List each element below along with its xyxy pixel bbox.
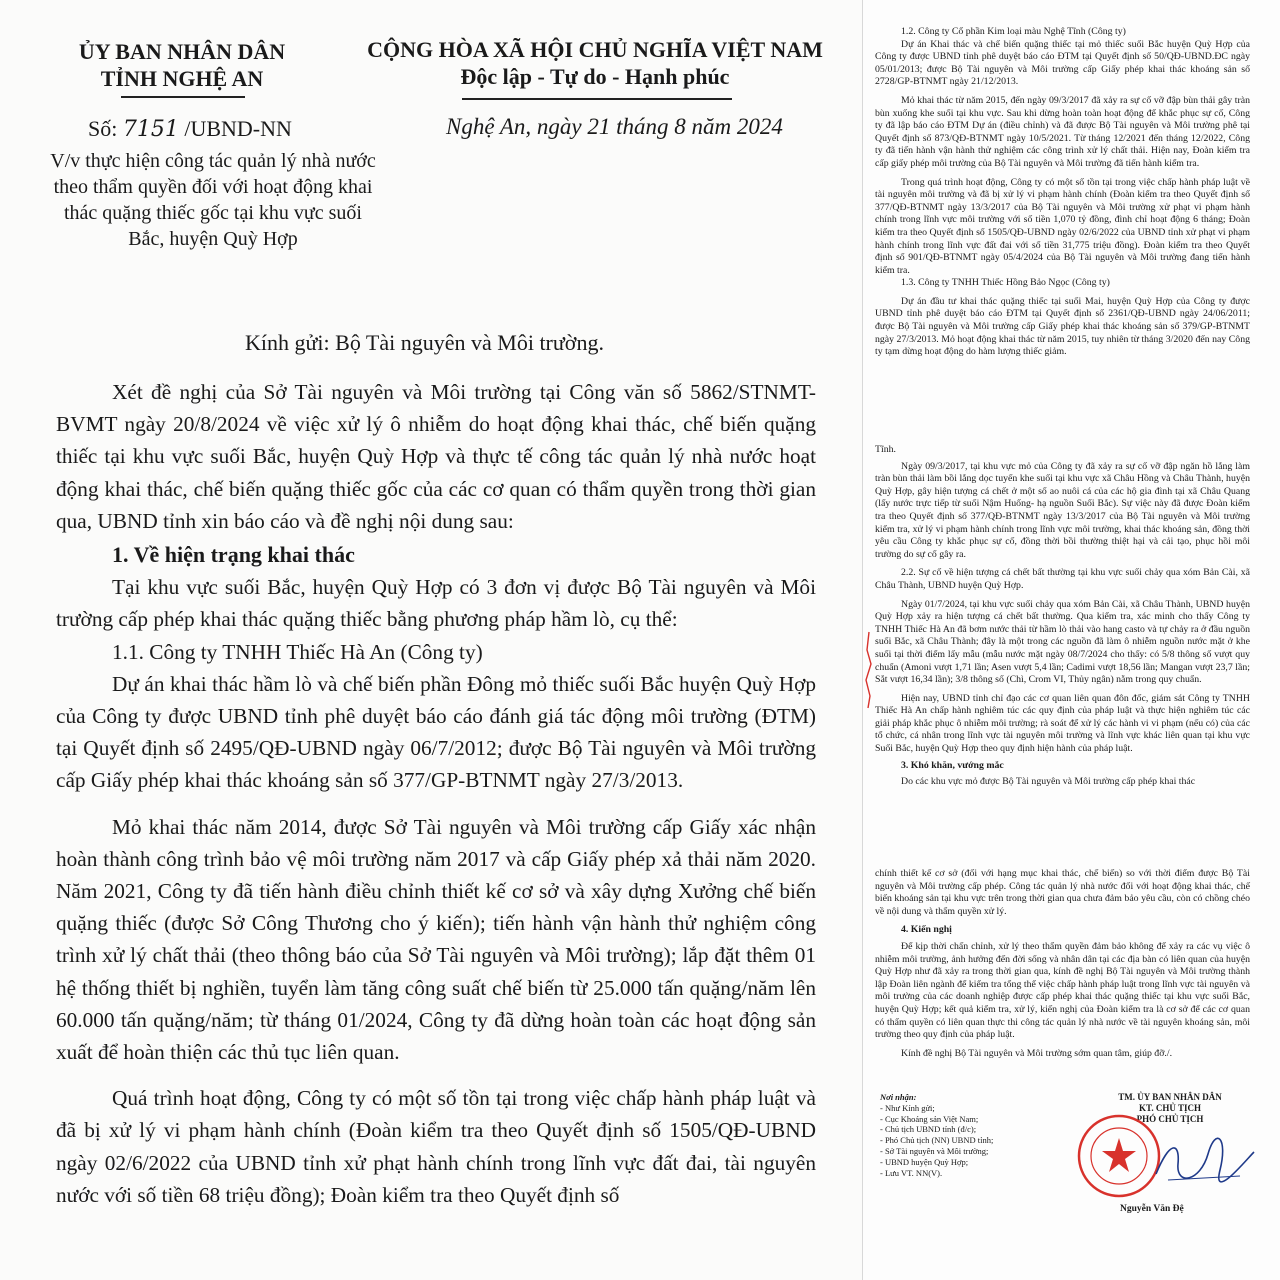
right-fragment-1 bbox=[875, 26, 1250, 359]
authority-underline bbox=[121, 96, 245, 98]
paragraph-2024-fish-death: Ngày 01/7/2024, tại khu vực suối chảy qua xóm Bản Cài, xã Châu Thành, UBND huyện Quỳ Hợp xảy ra hiện tượng cá chết bất thường. Qua kiểm tra, xác minh cho thấy Công ty TNHH Thiếc Hà An đã bơm nước thải từ hầm lò thải vào hang casto và tự chảy ra ở đầu nguồn suối Bắc, xã Châu Thành; đây là một trong các nguồn đã làm ô nhiễm nguồn nước mặt ở khe suối tại thời điểm lấy mẫu (mẫu nước mặt ngày 08/7/2024 cho thấy: có 5/8 thông số vượt quy chuẩn (Amoni vượt 1,71 lần; Asen vượt 5,4 lần; Cadimi vượt 18,56 lần; Mangan vượt 23,7 lần; Sắt vượt 16,34 lần); 3/8 thông số (Chì, Crom VI, Thủy ngân) nằm trong quy chuẩn. bbox=[875, 598, 1250, 686]
motto-underline bbox=[462, 98, 732, 100]
red-stamp-edge-mark bbox=[864, 630, 874, 710]
paragraph-1-3-project: Dự án đầu tư khai thác quặng thiếc tại suối Mai, huyện Quỳ Hợp của Công ty được UBND tỉnh phê duyệt báo cáo ĐTM tại Quyết định số 2361/QĐ-UBND ngày 24/06/2011; được Bộ Tài nguyên và Môi trường cấp Giấy phép khai thác khoáng sản số 379/GP-BTNMT ngày 27/3/2013. Mỏ hoạt động khai thác từ năm 2015, tuy nhiên từ tháng 3/2020 đến nay Công ty tạm dừng hoạt động do hàm lượng thiếc giảm. bbox=[875, 295, 1250, 358]
subsection-1-2: 1.2. Công ty Cổ phần Kim loại màu Nghệ Tĩnh (Công ty) bbox=[901, 26, 1126, 37]
section-heading-1: 1. Về hiện trạng khai thác bbox=[112, 542, 355, 568]
document-subject: V/v thực hiện công tác quản lý nhà nước theo thẩm quyền đối với hoạt động khai thác quặng thiếc gốc tại khu vực suối Bắc, huyện Quỳ Hợp bbox=[50, 150, 376, 250]
recipient-item: - Chủ tịch UBND tỉnh (đ/c); bbox=[880, 1124, 977, 1135]
document-number-value: 7151 bbox=[122, 117, 179, 142]
recipients-list bbox=[880, 1092, 1060, 1178]
date-day: 21 bbox=[587, 114, 611, 139]
paragraph-intro: Xét đề nghị của Sở Tài nguyên và Môi trường tại Công văn số 5862/STNMT-BVMT ngày 20/8/2024 về việc xử lý ô nhiễm do hoạt động khai thác, chế biến quặng thiếc tại khu vực suối Bắc, huyện Quỳ Hợp và thực tế công tác quản lý nhà nước hoạt động khai thác, chế biến quặng thiếc gốc của các cơ quan có thẩm quyền trong thời gian qua, UBND tỉnh xin báo cáo và đề nghị nội dung sau: bbox=[56, 380, 816, 533]
authority-line-2: TỈNH NGHỆ AN bbox=[100, 66, 264, 91]
authority-line-1: ỦY BAN NHÂN DÂN bbox=[78, 39, 286, 64]
fragment-carryover: Tĩnh. bbox=[875, 444, 896, 455]
paragraph-1-2-incident: Mỏ khai thác từ năm 2015, đến ngày 09/3/2017 đã xảy ra sự cố vỡ đập bùn thải gây tràn bùn xuống khe suối tại khu vực. Sau khi dừng hoàn toàn hoạt động để khắc phục sự cố, Công ty đã lập báo cáo ĐTM Dự án (điều chỉnh) và đã được Bộ Tài nguyên và Môi trường phê tại Quyết định số 873/QĐ-BTNMT ngày 10/5/2021. Từ tháng 12/2021 đến tháng 12/2022, Công ty đã tiến hành vận hành thử nghiệm các công trình xử lý chất thải. Hiện nay, Đoàn kiểm tra cấp giấy phép môi trường của Bộ Tài nguyên và Môi trường đã tiến hành kiểm tra. bbox=[875, 94, 1250, 169]
right-fragment-3 bbox=[875, 868, 1250, 1060]
sign-line-1: TM. ỦY BAN NHÂN DÂN bbox=[1118, 1092, 1222, 1102]
subsection-1-1: 1.1. Công ty TNHH Thiếc Hà An (Công ty) bbox=[112, 639, 483, 664]
paragraph-recommendation: Để kịp thời chấn chỉnh, xử lý theo thẩm quyền đảm bảo không để xảy ra các vụ việc ô nhiễm môi trường, ảnh hưởng đến đời sống và nhân dân tại các địa bàn có liên quan của huyện Quỳ Hợp như đã xảy ra trong thời gian qua, kính đề nghị Bộ Tài nguyên và Môi trường thành lập Đoàn liên ngành để kiểm tra tổng thể việc chấp hành pháp luật trong lĩnh vực tài nguyên và môi trường của các doanh nghiệp được cấp phép khai thác quặng thiếc tại khu vực suối Bắc, huyện Quỳ Hợp; kết quả kiểm tra, xử lý, kiến nghị của Đoàn kiểm tra là cơ sở để các cơ quan có thẩm quyền có liên quan thực thi công tác quản lý nhà nước về tài nguyên khoáng sản, môi trường theo quy định của pháp luật. bbox=[875, 940, 1250, 1041]
document-number-label: Số: bbox=[88, 116, 118, 141]
recipients-title: Nơi nhận: bbox=[880, 1092, 917, 1102]
recipient-item: - UBND huyện Quỳ Hợp; bbox=[880, 1156, 969, 1167]
nation-line-1: CỘNG HÒA XÃ HỘI CHỦ NGHĨA VIỆT NAM bbox=[367, 37, 823, 62]
recipient-item: - Phó Chủ tịch (NN) UBND tỉnh; bbox=[880, 1135, 994, 1146]
paragraph-violations: Quá trình hoạt động, Công ty có một số tồn tại trong việc chấp hành pháp luật và đã bị xử lý vi phạm hành chính (Đoàn kiểm tra theo Quyết định số 1505/QĐ-UBND ngày 02/6/2022 của UBND tỉnh xử phạt hành chính trong lĩnh vực đất đai, tài nguyên nước với số tiền 68 triệu đồng); Đoàn kiểm tra theo Quyết định số bbox=[56, 1086, 816, 1207]
paragraph-2017-incident: Ngày 09/3/2017, tại khu vực mỏ của Công ty đã xảy ra sự cố vỡ đập ngăn hồ lắng làm tràn bùn thải làm bồi lắng dọc tuyến khe suối tại khu vực xã Châu Hồng và Châu Thành, huyện Quỳ Hợp, gây hiện tượng cá chết ở một số ao nuôi cá của các hộ gia đình tại xã Châu Quang (lấy nước trực tiếp từ suối Nậm Huống- hạ nguồn Suối Bắc). Sự việc này đã được Đoàn kiểm tra theo Quyết định số 377/QĐ-BTNMT ngày 13/3/2017 của Bộ Tài nguyên và Môi trường kiểm tra, xử lý vi phạm hành chính trong lĩnh vực môi trường, khai thác khoáng sản, đồng thời yêu cầu Công ty khắc phục sự cố, đồng thời bồi thường thiệt hại và cải tạo, phục hồi môi trường do sự cố gây ra. bbox=[875, 460, 1250, 560]
handwritten-signature-icon bbox=[1150, 1130, 1260, 1190]
paragraph-current-actions: Hiện nay, UBND tỉnh chỉ đạo các cơ quan liên quan đôn đốc, giám sát Công ty TNHH Thiếc Hà An chấp hành nghiêm túc các quy định của pháp luật và thực hiện nghiêm túc các giải pháp khắc phục ô nhiễm môi trường; rà soát để xử lý các hành vi vi phạm (nếu có) của các tổ chức, cá nhân trong lĩnh vực tài nguyên môi trường và lĩnh vực khác liên quan tại khu vực Suối Bắc, huyện Quỳ Hợp theo quy định hiện hành của pháp luật. bbox=[875, 692, 1250, 755]
nation-line-2: Độc lập - Tự do - Hạnh phúc bbox=[460, 64, 730, 89]
recipient-line: Kính gửi: Bộ Tài nguyên và Môi trường. bbox=[245, 330, 604, 355]
document-date bbox=[446, 114, 783, 140]
section-heading-4: 4. Kiến nghị bbox=[901, 924, 952, 936]
paragraph-project: Dự án khai thác hầm lò và chế biến phần Đông mỏ thiếc suối Bắc huyện Quỳ Hợp của Công ty được UBND tỉnh phê duyệt báo cáo đánh giá tác động môi trường (ĐTM) tại Quyết định số 2495/QĐ-UBND ngày 06/7/2012; được Bộ Tài nguyên và Môi trường cấp Giấy phép khai thác khoáng sản số 377/GP-BTNMT ngày 27/3/2013. bbox=[56, 671, 816, 793]
paragraph-closing: Kính đề nghị Bộ Tài nguyên và Môi trường sớm quan tâm, giúp đỡ./. bbox=[901, 1047, 1173, 1059]
subsection-1-3: 1.3. Công ty TNHH Thiếc Hồng Bảo Ngọc (Công ty) bbox=[901, 277, 1110, 289]
paragraph-difficulties-cont: chính thiết kế cơ sở (đối với hạng mục khai thác, chế biến) so với thời điểm được Bộ Tài nguyên và Môi trường cấp phép. Công tác quản lý nhà nước đối với hoạt động khai thác, chế biến khoáng sản tại khu vực trên trong thời gian qua chưa đảm bảo yêu cầu, còn có chồng chéo về nội dung và thẩm quyền xử lý. bbox=[875, 868, 1250, 917]
paragraph-1-2-violations: Trong quá trình hoạt động, Công ty có một số tồn tại trong việc chấp hành pháp luật về tài nguyên môi trường và đã bị xử lý vi phạm hành chính (Đoàn kiểm tra theo Quyết định số 377/QĐ-BTNMT ngày 13/3/2017 của Bộ Tài nguyên và Môi trường xử phạt vi phạm hành chính trong lĩnh vực môi trường với số tiền 1,070 tỷ đồng, đình chỉ hoạt động 6 tháng; Đoàn kiểm tra theo Quyết định số 1505/QĐ-UBND ngày 02/6/2022 của UBND tỉnh xử phạt vi phạm hành chính trong lĩnh vực đất đai với số tiền 31,775 triệu đồng). Đoàn kiểm tra theo Quyết định số 901/QĐ-BTNMT ngày 05/4/2024 của Bộ Tài nguyên và Môi trường đang tiến hành kiểm tra. bbox=[875, 176, 1250, 276]
signature-block bbox=[880, 1090, 1260, 1270]
signer-name: Nguyễn Văn Đệ bbox=[1120, 1204, 1184, 1214]
page-divider bbox=[862, 0, 863, 1280]
section-heading-3: 3. Khó khăn, vướng mắc bbox=[901, 759, 1004, 771]
paragraph-units: Tại khu vực suối Bắc, huyện Quỳ Hợp có 3 đơn vị được Bộ Tài nguyên và Môi trường cấp phép khai thác quặng thiếc bằng phương pháp hầm lò, cụ thể: bbox=[56, 575, 816, 632]
letter-body bbox=[56, 376, 816, 1211]
national-motto bbox=[360, 36, 830, 90]
issuing-authority bbox=[52, 38, 312, 92]
recipient-item: - Như Kính gửi; bbox=[880, 1102, 935, 1113]
recipient-item: - Sở Tài nguyên và Môi trường; bbox=[880, 1145, 989, 1156]
sign-line-3: PHÓ CHỦ TỊCH bbox=[1136, 1114, 1204, 1124]
paragraph-operation: Mỏ khai thác năm 2014, được Sở Tài nguyên và Môi trường cấp Giấy xác nhận hoàn thành công trình bảo vệ môi trường năm 2017 và cấp Giấy phép xả thải năm 2020. Năm 2021, Công ty đã tiến hành điều chỉnh thiết kế cơ sở và xây dựng Xưởng chế biến quặng thiếc (được Sở Công Thương cho ý kiến); tiến hành vận hành thử nghiệm công trình xử lý chất thải (theo thông báo của Sở Tài nguyên và Môi trường); lắp đặt thêm 01 hệ thống thiết bị nghiền, tuyển làm tăng công suất chế biến từ 25.000 tấn quặng/năm lên 60.000 tấn quặng/năm; từ tháng 01/2024, Công ty đã dừng hoàn toàn các hoạt động sản xuất để hoàn thiện các thủ tục liên quan. bbox=[56, 814, 816, 1065]
paragraph-1-2-project: Dự án Khai thác và chế biến quặng thiếc tại mỏ thiếc suối Bắc huyện Quỳ Hợp của Công ty được UBND tỉnh phê duyệt báo cáo ĐTM tại Quyết định số 50/QĐ-UBND.ĐC ngày 05/01/2013; được Bộ Tài nguyên và Môi trường cấp Giấy phép khai thác khoáng sản số 2728/GP-BTNMT ngày 21/12/2013. bbox=[875, 38, 1250, 88]
paragraph-difficulties: Do các khu vực mỏ được Bộ Tài nguyên và Môi trường cấp phép khai thác bbox=[901, 776, 1196, 788]
document-number-suffix: /UBND-NN bbox=[184, 116, 292, 141]
date-suffix: tháng 8 năm 2024 bbox=[616, 114, 783, 139]
right-fragment-2 bbox=[875, 444, 1250, 789]
sign-line-2: KT. CHỦ TỊCH bbox=[1139, 1103, 1201, 1113]
date-prefix: Nghệ An, ngày bbox=[446, 114, 582, 139]
subsection-2-2: 2.2. Sự cố về hiện tượng cá chết bất thường tại khu vực suối chảy qua xóm Bản Cài, xã Châu Thành, UBND huyện Quỳ Hợp. bbox=[875, 567, 1250, 591]
document-number bbox=[88, 116, 292, 142]
recipient-item: - Lưu VT. NN(V). bbox=[880, 1167, 943, 1178]
recipient-item: - Cục Khoáng sản Việt Nam; bbox=[880, 1113, 979, 1124]
